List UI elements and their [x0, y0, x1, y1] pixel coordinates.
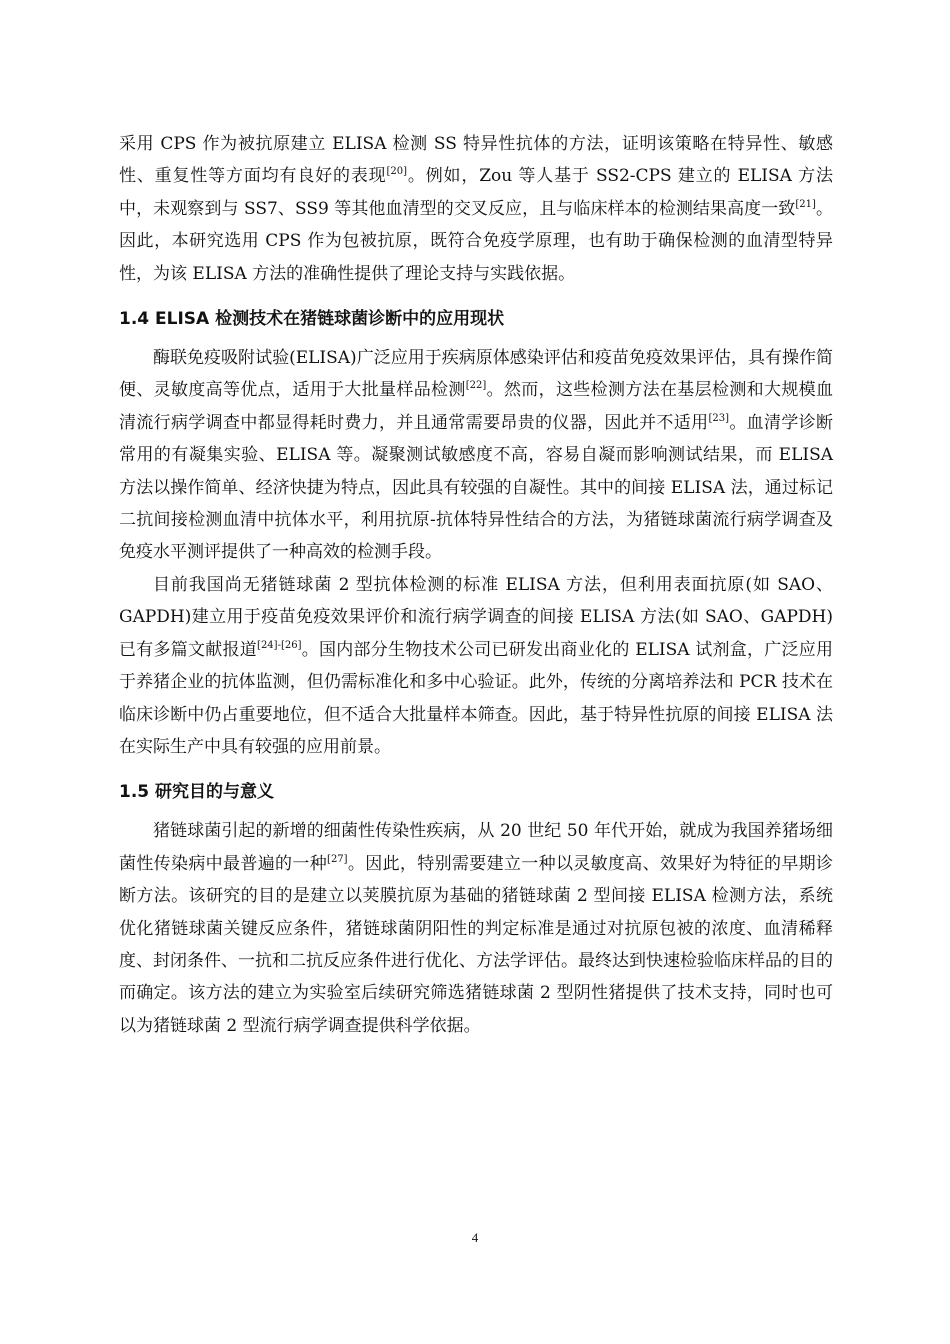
citation-ref: [21]: [795, 198, 816, 210]
text-run: 。国内部分生物技术公司已研发出商业化的 ELISA 试剂盒，广泛应用于养猪企业的抗体监测，但仍需标准化和多中心验证。此外，传统的分离培养法和 PCR 技术在临床诊断中仍占重要地位，但不适合大批量样本筛查。因此，基于特异性抗原的间接 ELISA 法在实际生产中具有较强的应用前景。: [119, 639, 834, 757]
text-run: 猪链球菌引起的新增的细菌性传染性疾病，从 20 世纪 50 年代开始，就成为我国养猪场细菌性传染病中最普遍的一种: [119, 821, 833, 874]
page-number: 4: [471, 1230, 479, 1245]
citation-ref: [23]: [708, 412, 729, 424]
citation-ref: [27]: [327, 853, 348, 865]
text-column: [119, 128, 833, 1042]
section-heading-1-5: 1.5 研究目的与意义: [119, 782, 275, 803]
text-run: 。血清学诊断常用的有凝集实验、ELISA 等。凝聚测试敏感度不高，容易自凝而影响测试结果，而 ELISA 方法以操作简单、经济快捷为特点，因此具有较强的自凝性。其中的间接 ELISA 法，通过标记二抗间接检测血清中抗体水平，利用抗原-抗体特异性结合的方法，为猪链球菌流行病学调查及免疫水平测评提供了一种高效的检测手段。: [119, 412, 834, 563]
citation-ref: [20]: [386, 166, 408, 178]
text-run: 。因此，本研究选用 CPS 作为包被抗原，既符合免疫学原理，也有助于确保检测的血清型特异性，为该 ELISA 方法的准确性提供了理论支持与实践依据。: [119, 198, 833, 284]
text-run: 。例如，Zou 等人基于 SS2-CPS 建立的 ELISA 方法中，未观察到与 SS7、SS9 等其他血清型的交叉反应，且与临床样本的检测结果高度一致: [119, 166, 834, 219]
citation-ref: [24]-[26]: [257, 639, 302, 651]
section-heading-1-4: 1.4 ELISA 检测技术在猪链球菌诊断中的应用现状: [119, 309, 505, 330]
text-run: 酶联免疫吸附试验(ELISA)广泛应用于疾病原体感染评估和疫苗免疫效果评估，具有操作简便、灵敏度高等优点，适用于大批量样品检测: [119, 348, 833, 401]
text-run: 。然而，这些检测方法在基层检测和大规模血清流行病学调查中都显得耗时费力，并且通常需要昂贵的仪器，因此并不适用: [119, 380, 833, 433]
paragraph-research-purpose: [119, 815, 833, 1042]
text-run: 目前我国尚无猪链球菌 2 型抗体检测的标准 ELISA 方法，但利用表面抗原(如 SAO、GAPDH)建立用于疫苗免疫效果评价和流行病学调查的间接 ELISA 方法(如 SAO、GAPDH)已有多篇文献报道: [119, 574, 833, 660]
text-run: 采用 CPS 作为被抗原建立 ELISA 检测 SS 特异性抗体的方法，证明该策略在特异性、敏感性、重复性等方面均有良好的表现: [119, 134, 833, 187]
paragraph-elisa-overview: [119, 342, 833, 569]
text-run: 。因此，特别需要建立一种以灵敏度高、效果好为特征的早期诊断方法。该研究的目的是建立以荚膜抗原为基础的猪链球菌 2 型间接 ELISA 检测方法，系统优化猪链球菌关键反应条件，猪链球菌阴阳性的判定标准是通过对抗原包被的浓度、血清稀释度、封闭条件、一抗和二抗反应条件进行优化、方法学评估。最终达到快速检验临床样品的目的而确定。该方法的建立为实验室后续研究筛选猪链球菌 2 型阴性猪提供了技术支持，同时也可以为猪链球菌 2 型流行病学调查提供科学依据。: [119, 853, 834, 1036]
citation-ref: [22]: [465, 380, 487, 392]
paragraph-domestic-status: [119, 569, 833, 763]
paragraph-cps-elisa: [119, 128, 833, 290]
